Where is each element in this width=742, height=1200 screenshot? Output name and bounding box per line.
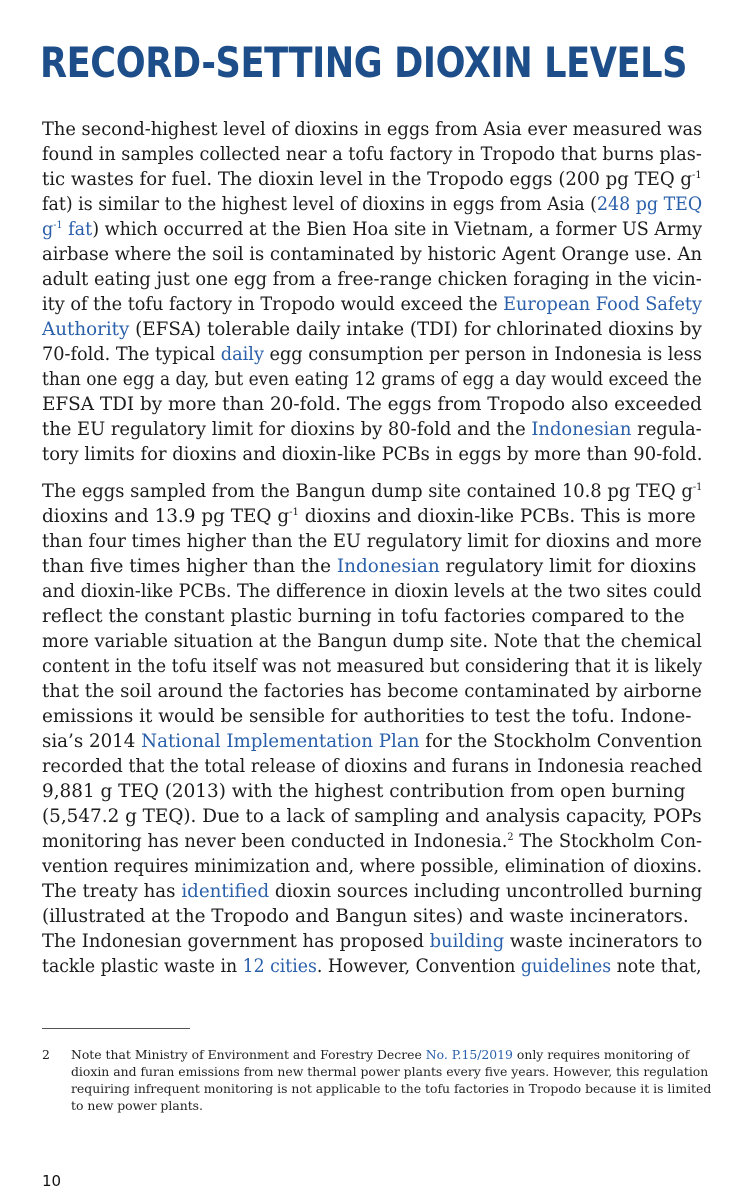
text-run: the EU regulatory limit for dioxins by 80-fold and the — [42, 419, 532, 440]
link-national-implementation-plan[interactable]: National Implementation Plan — [141, 731, 420, 752]
text-run: dioxin sources including uncontrolled burning — [269, 881, 703, 902]
text-run: monitoring has never been conducted in Indonesia. — [42, 831, 508, 852]
text-run: note that, — [611, 956, 702, 977]
text-run: dioxins and 13.9 pg TEQ g — [42, 506, 290, 527]
text-line — [42, 804, 701, 829]
footnote-number: 2 — [42, 1047, 50, 1062]
text-line — [42, 829, 703, 854]
text-line — [42, 142, 702, 167]
link-european-food-safety-authority-continued[interactable]: Authority — [42, 319, 130, 340]
text-line — [42, 779, 702, 804]
link-decree-p15-2019[interactable]: No. P.15/2019 — [425, 1047, 513, 1062]
text-run: (5,547.2 g TEQ). Due to a lack of sampling and analysis capacity, POPs — [42, 806, 702, 827]
text-run: The treaty has — [42, 881, 182, 902]
text-run: ity of the tofu factory in Tropodo would exceed the — [42, 294, 504, 315]
text-line — [42, 729, 703, 754]
text-run: found in samples collected near a tofu factory in Tropodo that burns plas- — [42, 144, 702, 165]
text-run: airbase where the soil is contaminated by historic Agent Orange use. An — [42, 244, 703, 265]
text-run: (illustrated at the Tropodo and Bangun sites) and waste incinerators. — [42, 906, 689, 927]
text-run: than four times higher than the EU regulatory limit for dioxins and more — [42, 531, 702, 552]
text-run: The Stockholm Con- — [513, 831, 703, 852]
text-run: content in the tofu itself was not measured but considering that it is likely — [42, 656, 703, 677]
page-title: RECORD-SETTING DIOXIN LEVELS — [40, 38, 688, 87]
text-run: 9,881 g TEQ (2013) with the highest contribution from open burning — [42, 781, 686, 802]
text-run: dioxins and dioxin-like PCBs. This is more — [298, 506, 696, 527]
link-text: g — [42, 219, 54, 240]
text-line — [42, 554, 702, 579]
text-line — [42, 117, 703, 142]
text-run: reflect the constant plastic burning in tofu factories compared to the — [42, 606, 685, 627]
text-run: tory limits for dioxins and dioxin-like PCBs in eggs by more than 90-fold. — [42, 444, 703, 465]
text-line — [42, 479, 703, 504]
footnote-line — [71, 1080, 712, 1097]
superscript: -1 — [53, 220, 63, 231]
text-line — [42, 754, 703, 779]
text-line — [42, 579, 702, 604]
text-run: only requires monitoring of — [512, 1047, 690, 1062]
text-run: more variable situation at the Bangun dump site. Note that the chemical — [42, 631, 702, 652]
text-run: Note that Ministry of Environment and Forestry Decree — [71, 1047, 426, 1062]
link-daily[interactable]: daily — [220, 344, 264, 365]
text-line — [42, 267, 702, 292]
text-line — [42, 704, 702, 729]
text-run: regulatory limit for dioxins — [439, 556, 697, 577]
text-line — [42, 929, 703, 954]
superscript: -1 — [289, 507, 299, 518]
link-248-pg-teq[interactable]: 248 pg TEQ — [596, 194, 703, 215]
text-line — [42, 654, 703, 679]
footnote-line — [71, 1063, 712, 1080]
text-line — [42, 954, 702, 979]
paragraph-dioxin-levels-tropodo — [42, 117, 702, 467]
text-run: The eggs sampled from the Bangun dump site contained 10.8 pg TEQ g — [42, 481, 693, 502]
text-line — [42, 604, 702, 629]
text-line — [42, 442, 703, 467]
text-line — [42, 242, 703, 267]
text-run: 70-fold. The typical — [42, 344, 221, 365]
text-run: requiring infrequent monitoring is not applicable to the tofu factories in Tropodo because it is limited — [71, 1081, 712, 1096]
text-line — [42, 904, 702, 929]
text-line — [42, 317, 702, 342]
link-guidelines[interactable]: guidelines — [520, 956, 612, 977]
superscript: -1 — [692, 482, 703, 493]
text-run: regula- — [631, 419, 702, 440]
link-identified[interactable]: identified — [181, 881, 270, 902]
link-248-pg-teq-continued[interactable] — [42, 219, 92, 240]
superscript: -1 — [692, 170, 702, 181]
text-run: vention requires minimization and, where possible, elimination of dioxins. — [42, 856, 703, 877]
page-number: 10 — [42, 1172, 62, 1190]
text-run: . However, Convention — [316, 956, 521, 977]
text-run: to new power plants. — [71, 1098, 203, 1113]
link-european-food-safety-authority[interactable]: European Food Safety — [503, 294, 703, 315]
text-run: The Indonesian government has proposed — [42, 931, 430, 952]
text-run: emissions it would be sensible for authorities to test the tofu. Indone- — [42, 706, 692, 727]
text-run: recorded that the total release of dioxins and furans in Indonesia reached — [42, 756, 703, 777]
footnote-line — [71, 1097, 712, 1114]
footnote-line — [71, 1046, 712, 1063]
text-line — [42, 417, 702, 442]
text-run: for the Stockholm Convention — [419, 731, 703, 752]
text-run: and dioxin-like PCBs. The difference in dioxin levels at the two sites could — [42, 581, 702, 602]
text-line — [42, 192, 703, 217]
link-indonesian-limit[interactable]: Indonesian — [336, 556, 440, 577]
text-run: The second-highest level of dioxins in eggs from Asia ever measured was — [42, 119, 703, 140]
text-run: than one egg a day, but even eating 12 grams of egg a day would exceed the — [42, 369, 702, 390]
link-text: fat — [62, 219, 93, 240]
text-line — [42, 679, 702, 704]
text-line — [42, 367, 702, 392]
text-run: that the soil around the factories has become contaminated by airborne — [42, 681, 702, 702]
text-line — [42, 217, 703, 242]
text-line — [42, 504, 702, 529]
text-run: fat) is similar to the highest level of dioxins in eggs from Asia ( — [42, 194, 597, 215]
text-line — [42, 854, 703, 879]
text-run: tackle plastic waste in — [42, 956, 243, 977]
paragraph-bangun-dump-site — [42, 479, 702, 979]
text-run: dioxin and furan emissions from new thermal power plants every five years. However, this regulation — [71, 1064, 709, 1079]
link-building[interactable]: building — [429, 931, 505, 952]
link-indonesian[interactable]: Indonesian — [531, 419, 632, 440]
link-12-cities[interactable]: 12 cities — [242, 956, 317, 977]
footnote-reference: 2 — [507, 832, 514, 843]
text-line — [42, 392, 702, 417]
footnote-divider — [42, 1028, 190, 1029]
text-run: sia’s 2014 — [42, 731, 142, 752]
text-run: adult eating just one egg from a free-range chicken foraging in the vicin- — [42, 269, 702, 290]
text-line — [42, 292, 703, 317]
text-line — [42, 879, 703, 904]
text-line — [42, 629, 702, 654]
footnote-text — [71, 1046, 712, 1114]
text-line — [42, 529, 702, 554]
text-run: than five times higher than the — [42, 556, 337, 577]
text-run: ) which occurred at the Bien Hoa site in Vietnam, a former US Army — [92, 219, 703, 240]
text-run: waste incinerators to — [504, 931, 703, 952]
text-line — [42, 167, 702, 192]
text-run: egg consumption per person in Indonesia is less — [263, 344, 702, 365]
text-run: (EFSA) tolerable daily intake (TDI) for chlorinated dioxins by — [129, 319, 702, 340]
text-line — [42, 342, 702, 367]
text-run: tic wastes for fuel. The dioxin level in the Tropodo eggs (200 pg TEQ g — [42, 169, 693, 190]
text-run: EFSA TDI by more than 20-fold. The eggs from Tropodo also exceeded — [42, 394, 702, 415]
